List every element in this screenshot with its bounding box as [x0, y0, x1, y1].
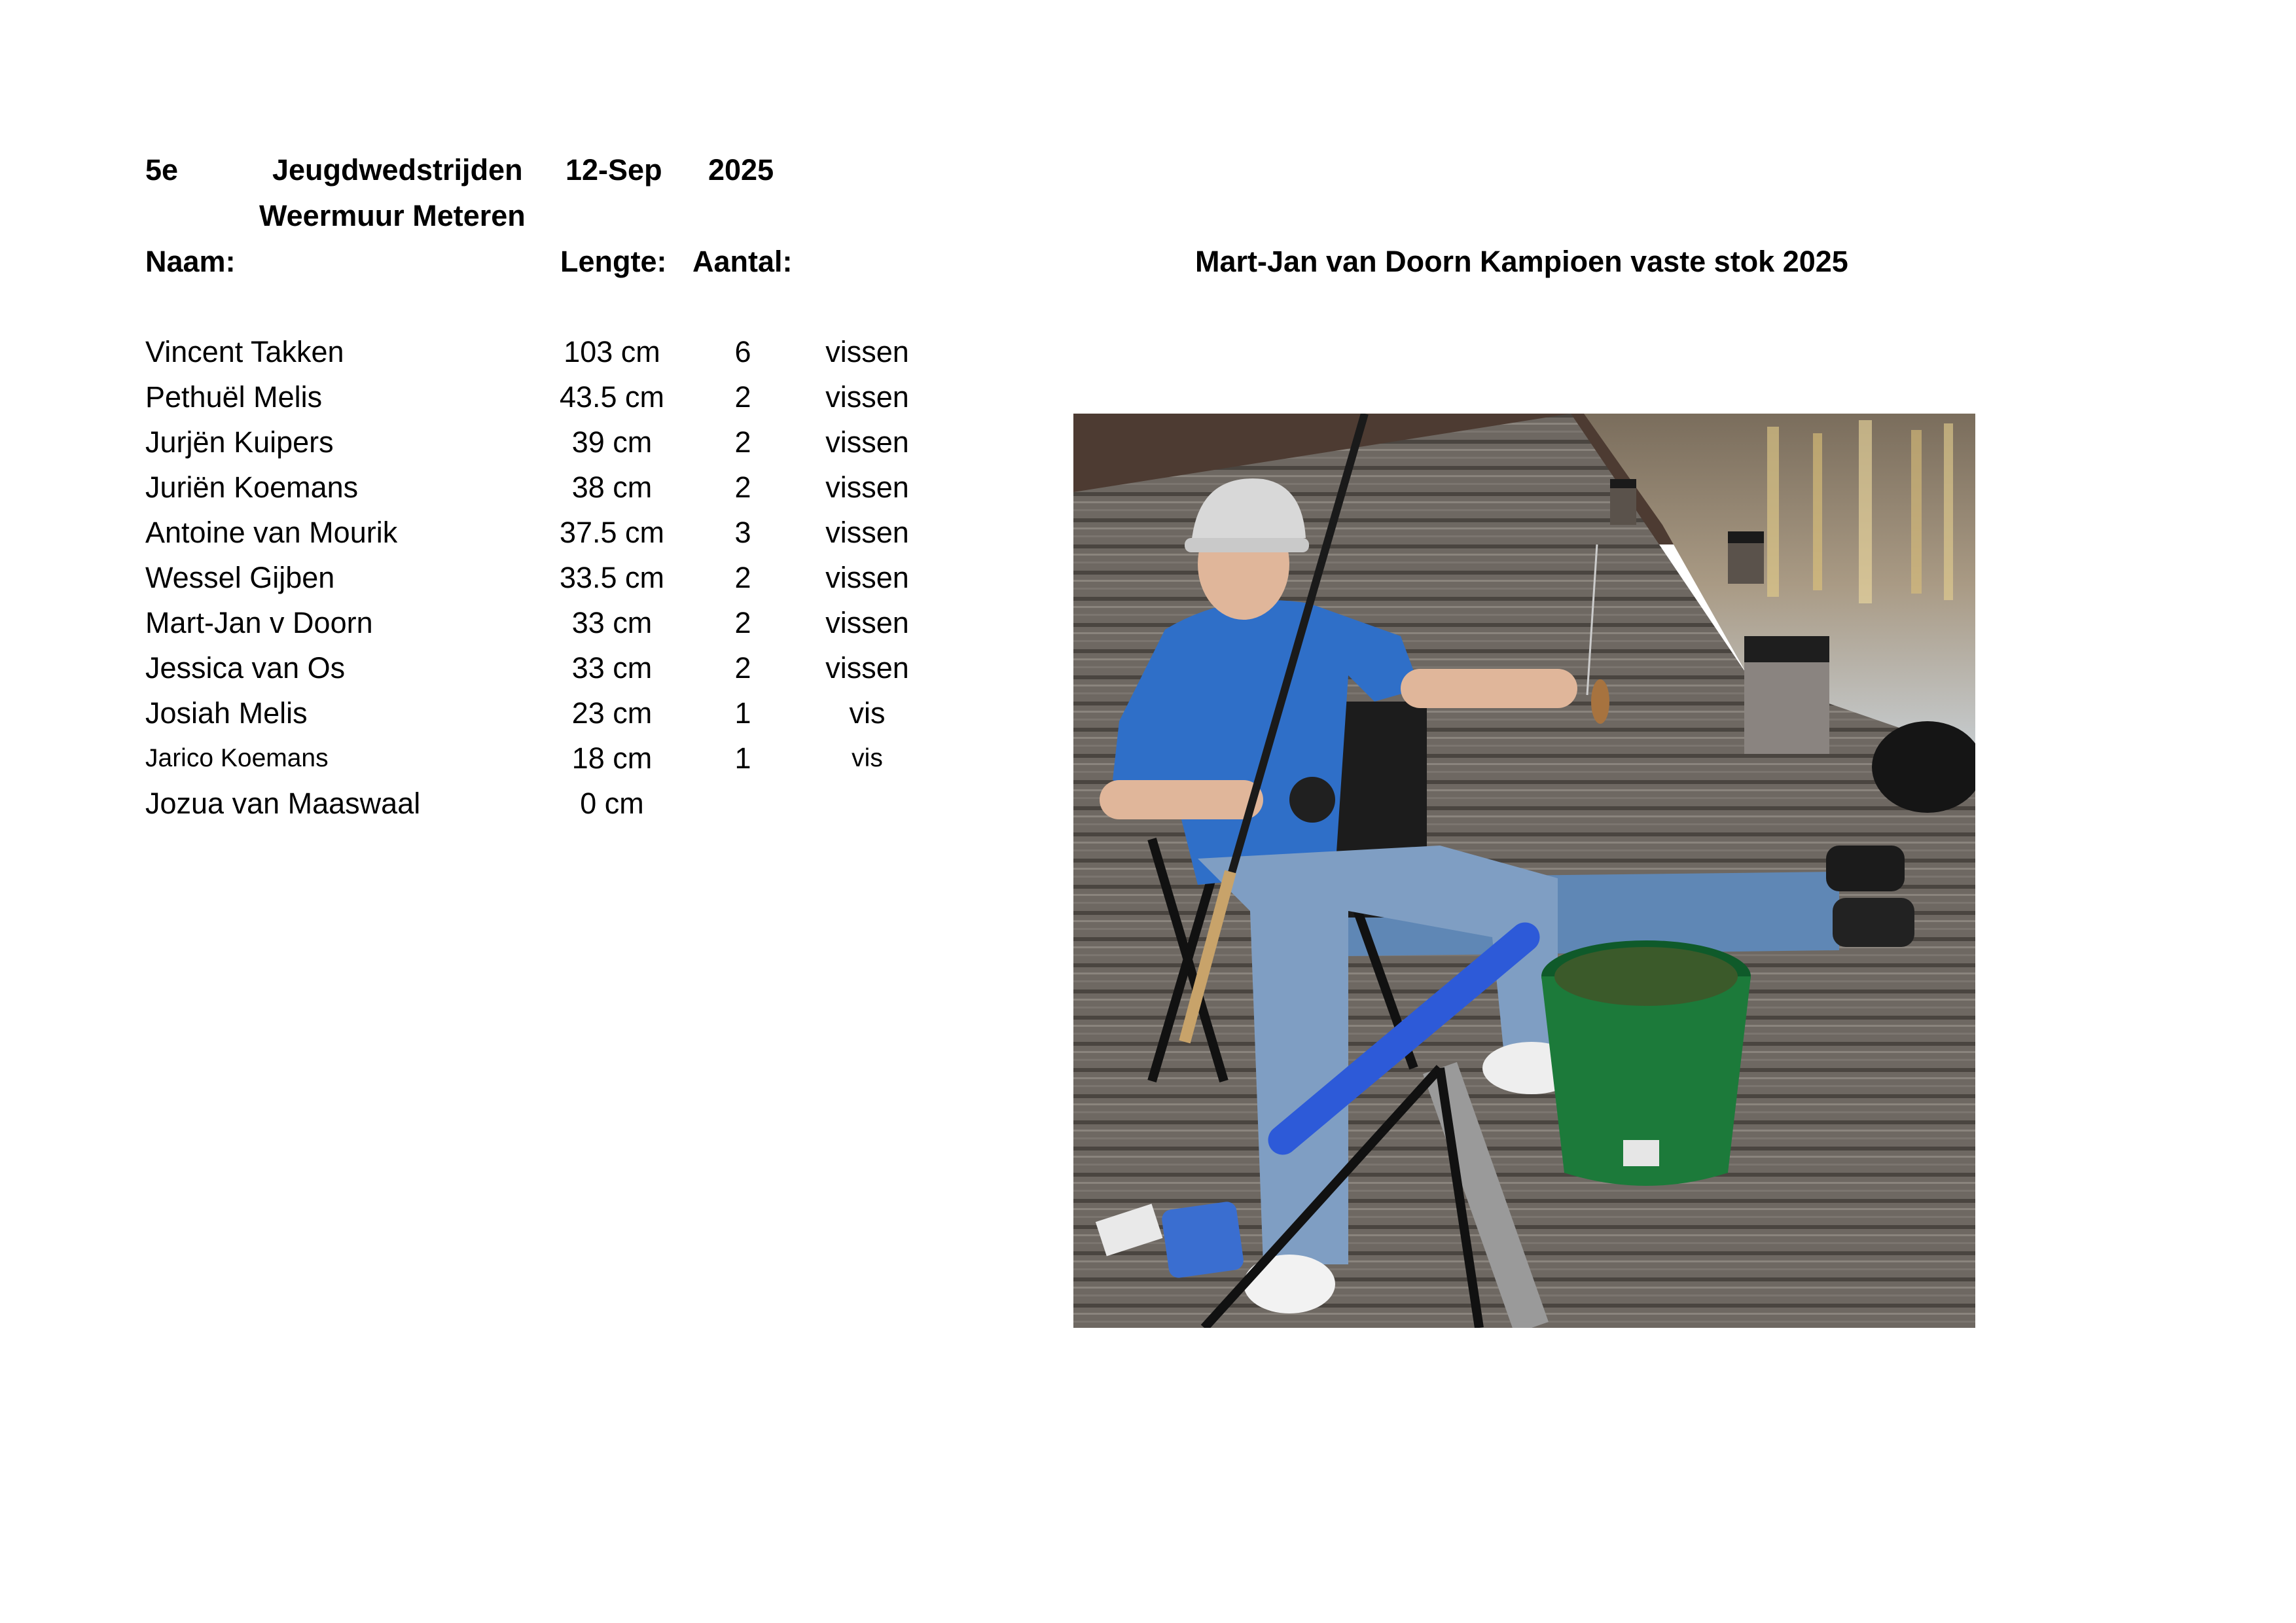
event-year: 2025	[708, 153, 774, 187]
column-header-length: Lengte:	[560, 245, 667, 278]
table-row	[0, 378, 982, 423]
catch-count: 1	[734, 741, 751, 775]
boy-right-arm	[1401, 669, 1577, 708]
competitor-name: Jozua van Maaswaal	[145, 787, 421, 820]
catch-count: 2	[734, 606, 751, 639]
pier-post	[1744, 649, 1829, 754]
competitor-name: Mart-Jan v Doorn	[145, 606, 373, 639]
competitor-name: Jurjën Kuipers	[145, 425, 334, 459]
catch-unit: vissen	[825, 380, 909, 414]
table-row	[0, 468, 982, 513]
competitor-name: Antoine van Mourik	[145, 516, 398, 549]
catch-length: 43.5 cm	[559, 380, 665, 414]
column-header-count: Aantal:	[692, 245, 793, 278]
catch-length: 23 cm	[571, 696, 653, 730]
table-row	[0, 423, 982, 468]
catch-count: 2	[734, 425, 751, 459]
table-row	[0, 332, 982, 378]
event-title: Jeugdwedstrijden	[272, 153, 523, 187]
catch-unit: vissen	[825, 516, 909, 549]
edition-label: 5e	[145, 153, 179, 187]
catch-length: 39 cm	[571, 425, 653, 459]
competitor-name: Wessel Gijben	[145, 561, 335, 594]
catch-length: 37.5 cm	[559, 516, 665, 549]
column-header-name: Naam:	[145, 245, 236, 278]
catch-unit: vissen	[825, 425, 909, 459]
catch-unit: vis	[849, 696, 886, 730]
catch-length: 38 cm	[571, 471, 653, 504]
catch-length: 33 cm	[571, 606, 653, 639]
catch-count: 1	[734, 696, 751, 730]
pier-post	[1728, 538, 1764, 584]
champion-photo	[1073, 414, 1975, 1328]
catch-length: 33 cm	[571, 651, 653, 685]
competitor-name: Jarico Koemans	[145, 744, 329, 772]
catch-length: 33.5 cm	[559, 561, 665, 594]
catch-count: 2	[734, 471, 751, 504]
table-row	[0, 694, 982, 739]
catch-count: 2	[734, 651, 751, 685]
competitor-name: Juriën Koemans	[145, 471, 359, 504]
catch-count: 3	[734, 516, 751, 549]
caught-fish	[1591, 679, 1609, 724]
bait-bucket	[1541, 940, 1751, 1186]
catch-unit: vissen	[825, 606, 909, 639]
competitor-name: Josiah Melis	[145, 696, 308, 730]
champion-photo-illustration	[1073, 414, 1975, 1328]
competitor-name: Jessica van Os	[145, 651, 346, 685]
table-row	[0, 649, 982, 694]
catch-unit: vissen	[825, 561, 909, 594]
catch-unit: vissen	[825, 471, 909, 504]
catch-length: 103 cm	[564, 335, 660, 368]
catch-count: 6	[734, 335, 751, 368]
boy-left-arm	[1100, 780, 1263, 819]
event-location: Weermuur Meteren	[259, 199, 526, 232]
catch-unit: vis	[852, 744, 883, 772]
catch-length: 0 cm	[580, 787, 644, 820]
champion-caption: Mart-Jan van Doorn Kampioen vaste stok 2025	[1195, 245, 1848, 278]
catch-count: 2	[734, 561, 751, 594]
competitor-name: Pethuël Melis	[145, 380, 323, 414]
catch-length: 18 cm	[571, 741, 653, 775]
catch-unit: vissen	[825, 335, 909, 368]
table-row	[0, 739, 982, 784]
fishing-reel	[1289, 777, 1335, 823]
catch-count: 2	[734, 380, 751, 414]
table-row	[0, 784, 982, 829]
table-row	[0, 603, 982, 649]
table-row	[0, 558, 982, 603]
competitor-name: Vincent Takken	[145, 335, 344, 368]
event-date: 12-Sep	[565, 153, 662, 187]
table-row	[0, 513, 982, 558]
catch-unit: vissen	[825, 651, 909, 685]
